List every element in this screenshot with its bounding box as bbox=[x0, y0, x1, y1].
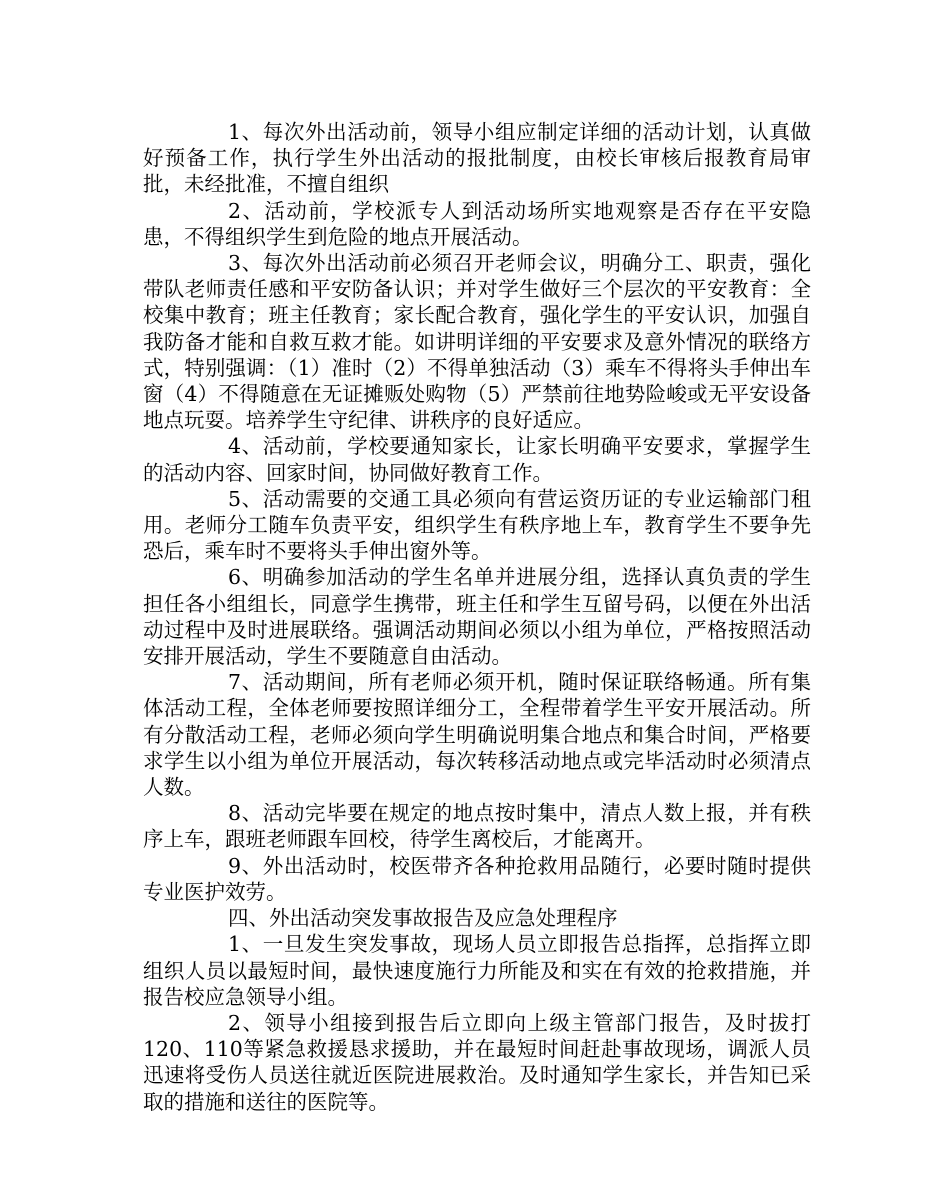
section-heading: 四、外出活动突发事故报告及应急处理程序 bbox=[228, 906, 618, 931]
paragraph-6: 6、明确参加活动的学生名单并进展分组，选择认真负责的学生担任各小组组长，同意学生携带，班主任和学生互留号码，以便在外出活动过程中及时进展联络。强调活动期间必须以小组为单位，严格按照活动安排开展活动，学生不要随意自由活动。 bbox=[143, 565, 811, 669]
paragraph-2: 2、活动前，学校派专人到活动场所实地观察是否存在平安隐患，不得组织学生到危险的地点开展活动。 bbox=[143, 198, 811, 249]
paragraph-8: 8、活动完毕要在规定的地点按时集中，清点人数上报，并有秩序上车，跟班老师跟车回校，待学生离校后，才能离开。 bbox=[143, 801, 811, 852]
paragraph-12: 2、领导小组接到报告后立即向上级主管部门报告，及时拔打120、110等紧急救援恳求援助，并在最短时间赶赴事故现场，调派人员迅速将受伤人员送往就近医院进展救治。及时通知学生家长，并告知已采取的措施和送往的医院等。 bbox=[143, 1010, 811, 1114]
paragraph-1: 1、每次外出活动前，领导小组应制定详细的活动计划，认真做好预备工作，执行学生外出活动的报批制度，由校长审核后报教育局审批，未经批准，不擅自组织 bbox=[143, 120, 811, 197]
paragraph-11: 1、一旦发生突发事故，现场人员立即报告总指挥，总指挥立即组织人员以最短时间，最快速度施行力所能及和实在有效的抢救措施，并报告校应急领导小组。 bbox=[143, 932, 811, 1009]
paragraph-7: 7、活动期间，所有老师必须开机，随时保证联络畅通。所有集体活动工程，全体老师要按照详细分工，全程带着学生平安开展活动。所有分散活动工程，老师必须向学生明确说明集合地点和集合时间，严格要求学生以小组为单位开展活动，每次转移活动地点或完毕活动时必须清点人数。 bbox=[143, 670, 811, 800]
paragraph-4: 4、活动前，学校要通知家长，让家长明确平安要求，掌握学生的活动内容、回家时间，协同做好教育工作。 bbox=[143, 434, 811, 485]
paragraph-9: 9、外出活动时，校医带齐各种抢救用品随行，必要时随时提供专业医护效劳。 bbox=[143, 853, 811, 904]
paragraph-3: 3、每次外出活动前必须召开老师会议，明确分工、职责，强化带队老师责任感和平安防备认识；并对学生做好三个层次的平安教育：全校集中教育；班主任教育；家长配合教育，强化学生的平安认识，加强自我防备才能和自救互救才能。如讲明详细的平安要求及意外情况的联络方式，特别强调：（1）准时（2）不得单独活动（3）乘车不得将头手伸出车窗（4）不得随意在无证摊贩处购物（5）严禁前往地势险峻或无平安设备地点玩耍。培养学生守纪律、讲秩序的良好适应。 bbox=[143, 251, 811, 433]
document-body bbox=[143, 119, 811, 1115]
paragraph-5: 5、活动需要的交通工具必须向有营运资历证的专业运输部门租用。老师分工随车负责平安，组织学生有秩序地上车，教育学生不要争先恐后，乘车时不要将头手伸出窗外等。 bbox=[143, 486, 811, 564]
